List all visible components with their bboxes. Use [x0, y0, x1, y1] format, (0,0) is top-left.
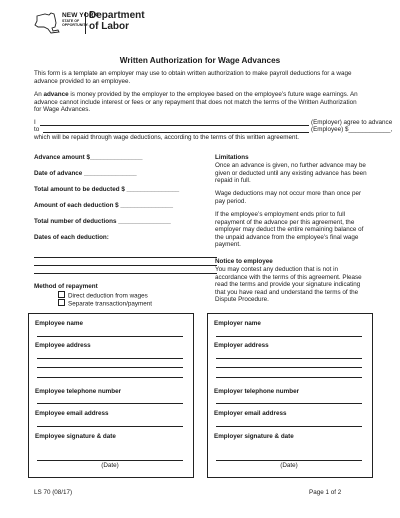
total-deductions-field[interactable]: Total number of deductions _______________ — [34, 218, 171, 225]
dates-of-deduction-label: Dates of each deduction: — [34, 234, 109, 241]
each-deduction-field[interactable]: Amount of each deduction $ _______________ — [34, 202, 173, 209]
employee-signature-label: Employee signature & date — [35, 433, 116, 440]
dates-line-1[interactable] — [34, 257, 217, 258]
employer-name-line[interactable] — [40, 125, 309, 126]
intro-paragraph-2: An advance is money provided by the employer to the employee based on the employee’s future wage earnings. An advance cannot include interest or fees or any repayment that does not match the terms of the Written Authorization for Wage Advances. — [34, 91, 358, 114]
employer-address-line-3[interactable] — [216, 377, 362, 378]
employer-address-line-2[interactable] — [216, 367, 362, 368]
employer-phone-input-line[interactable] — [216, 403, 362, 404]
employee-address-line-2[interactable] — [37, 367, 183, 368]
repayment-option-direct[interactable]: Direct deduction from wages — [58, 291, 148, 300]
notice-heading: Notice to employee — [215, 258, 273, 265]
logo-divider — [85, 12, 86, 34]
limitations-paragraph-1: Once an advance is given, no further advance may be given or deducted until any existing advance has been repaid in full. — [215, 162, 367, 185]
employee-email-label: Employee email address — [35, 410, 109, 417]
employer-email-input-line[interactable] — [216, 426, 362, 427]
employer-date-caption: (Date) — [280, 462, 298, 469]
dates-line-3[interactable] — [34, 273, 217, 274]
employer-agree-text: (Employer) agree to advance — [311, 119, 393, 126]
employer-address-line-1[interactable] — [216, 358, 362, 359]
employer-email-label: Employer email address — [214, 410, 287, 417]
page-title: Written Authorization for Wage Advances — [119, 56, 281, 65]
employee-signature-input-line[interactable] — [37, 460, 183, 461]
employee-name-line[interactable] — [43, 132, 309, 133]
employee-email-input-line[interactable] — [37, 426, 183, 427]
employee-phone-label: Employee telephone number — [35, 388, 122, 395]
employer-phone-label: Employer telephone number — [214, 388, 300, 395]
notice-paragraph: You may contest any deduction that is not in accordance with the terms of this agreement. Please read the terms and provide your signature indicating that you have read and understand the terms of the Dispute Procedure. — [215, 266, 362, 304]
form-id: LS 70 (08/17) — [34, 489, 73, 496]
agency-tagline: STATE OF OPPORTUNITY. — [62, 19, 89, 27]
employee-address-line-1[interactable] — [37, 358, 183, 359]
date-of-advance-field[interactable]: Date of advance _______________ — [34, 170, 137, 177]
dates-line-2[interactable] — [34, 265, 217, 266]
employer-signature-input-line[interactable] — [216, 460, 362, 461]
repayment-method-label: Method of repayment — [34, 283, 98, 290]
intro-paragraph-1: This form is a template an employer may use to obtain written authorization to make payroll deductions for a wage advance provided to an employee. — [34, 70, 352, 85]
agency-name: NEW YORK — [62, 12, 99, 19]
advance-term: advance — [43, 91, 69, 98]
employee-address-label: Employee address — [35, 342, 91, 349]
advance-amount-field[interactable]: Advance amount $_______________ — [34, 154, 143, 161]
limitations-paragraph-2: Wage deductions may not occur more than once per pay period. — [215, 190, 362, 205]
agreement-terms-text: which will be repaid through wage deductions, according to the terms of this written agreement. — [34, 134, 299, 141]
separate-payment-checkbox[interactable] — [58, 299, 65, 306]
employer-address-label: Employer address — [214, 342, 269, 349]
department-name: Department of Labor — [89, 10, 145, 32]
direct-deduction-checkbox[interactable] — [58, 291, 65, 298]
repayment-option-separate[interactable]: Separate transaction/payment — [58, 299, 152, 308]
employee-date-caption: (Date) — [101, 462, 119, 469]
limitations-paragraph-3: If the employee’s employment ends prior to full repayment of the advance per this agreement, the employer may deduct the entire remaining balance of the unpaid advance from the employee’s final wage payment. — [215, 211, 364, 249]
total-deducted-field[interactable]: Total amount to be deducted $ _______________ — [34, 186, 180, 193]
limitations-heading: Limitations — [215, 154, 249, 161]
employee-address-line-3[interactable] — [37, 377, 183, 378]
employee-phone-input-line[interactable] — [37, 403, 183, 404]
employee-name-input-line[interactable] — [37, 336, 183, 337]
agreement-to-label: to — [34, 126, 40, 133]
employer-signature-label: Employer signature & date — [214, 433, 294, 440]
new-york-state-map-icon — [34, 12, 60, 34]
employer-name-input-line[interactable] — [216, 336, 362, 337]
employer-name-label: Employer name — [214, 320, 261, 327]
employee-amount-text: (Employee) $____________, — [311, 126, 393, 133]
employee-name-label: Employee name — [35, 320, 83, 327]
agreement-i-label: I — [34, 119, 36, 126]
page-number: Page 1 of 2 — [309, 489, 342, 496]
